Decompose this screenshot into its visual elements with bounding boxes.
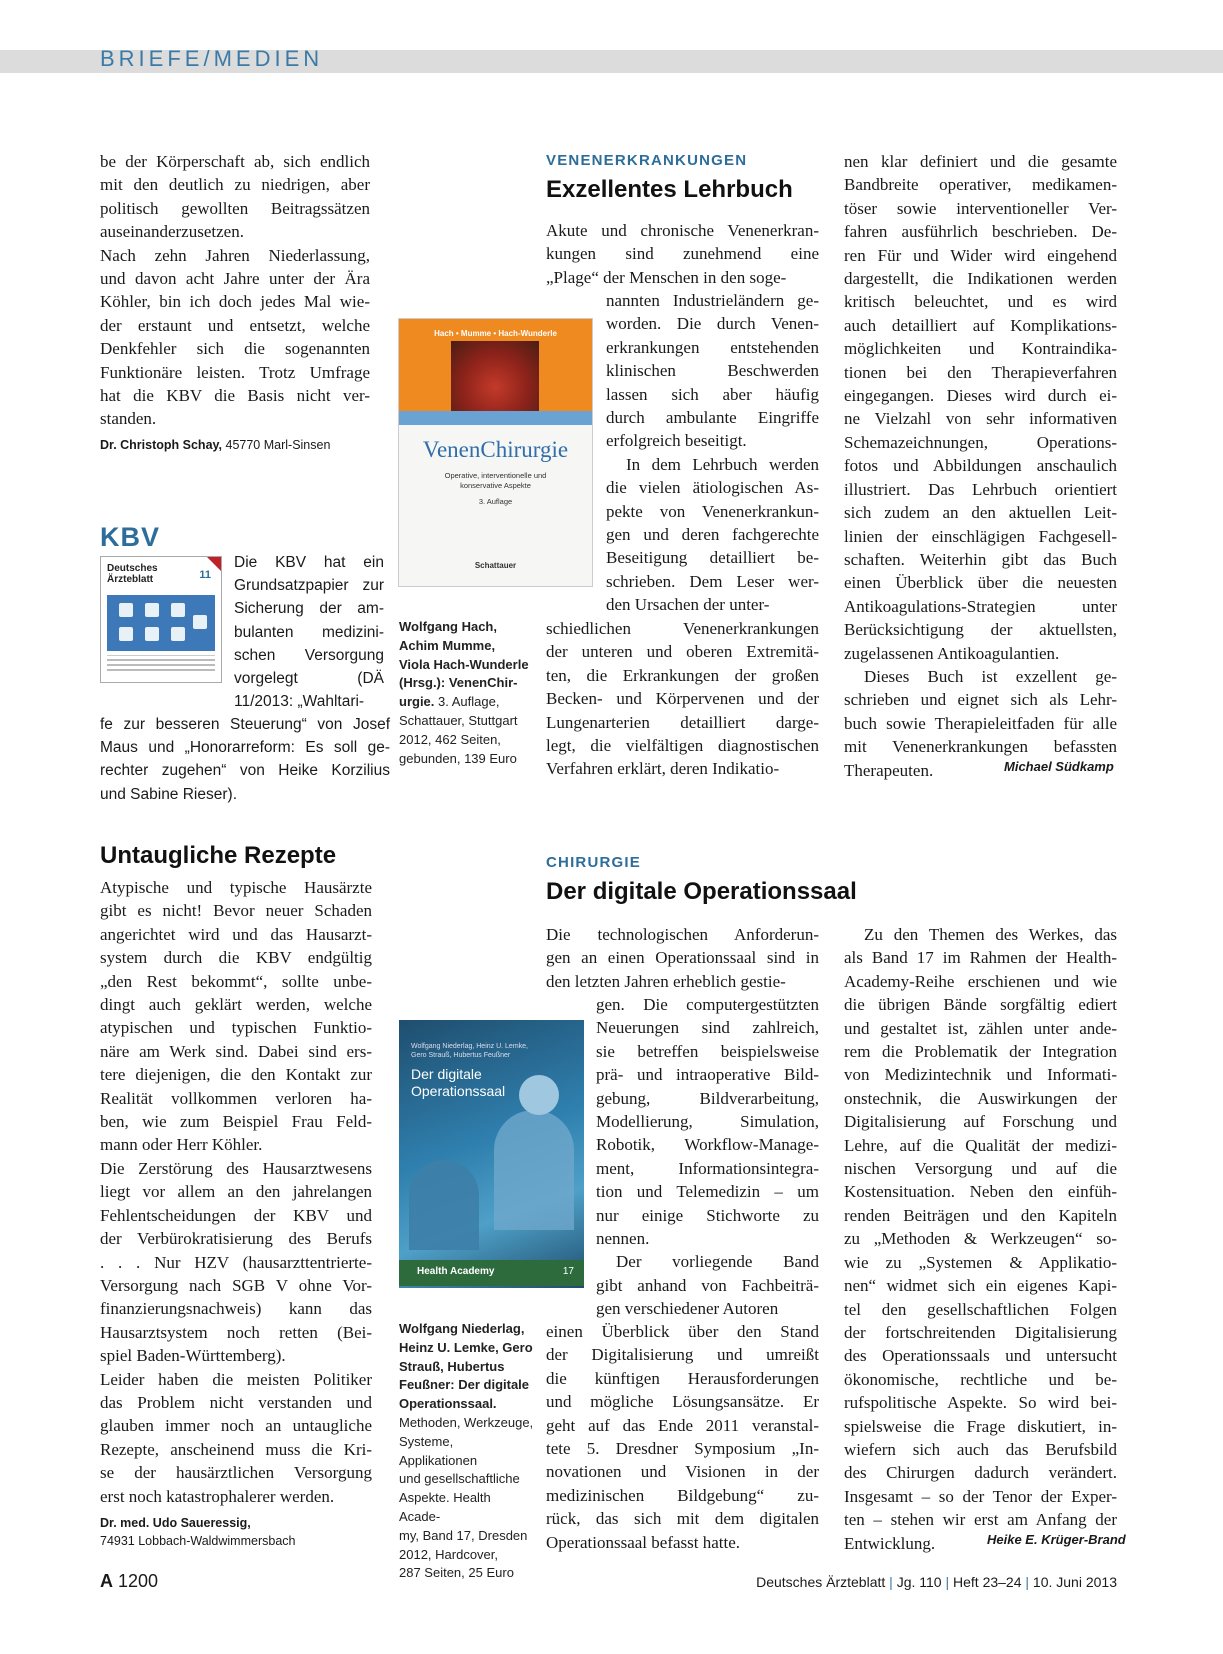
- kbv-text-right: [234, 551, 384, 713]
- text-line: ren Für und Wider wird eingehend: [844, 245, 1117, 265]
- app-icon: [145, 603, 159, 617]
- text-line: In dem Lehrbuch werden: [626, 454, 819, 474]
- text-line: schaften. Weiterhin gibt das Buch: [844, 549, 1117, 569]
- caption-line: Schattauer, Stuttgart: [399, 712, 518, 728]
- text-line: legt, die vielfältigen diagnostischen: [546, 736, 819, 756]
- cover-orange-band: [399, 319, 592, 411]
- text-line: Nach zehn Jahren Niederlassung,: [100, 245, 370, 265]
- text-line: sie betreffen beispielsweise: [596, 1041, 819, 1061]
- app-icon: [119, 603, 133, 617]
- text-line: ökonomische, rechtliche und be-: [844, 1369, 1117, 1389]
- text-line: möglichkeiten und Kontraindika-: [844, 339, 1117, 359]
- book-cover-venenchirurgie: [398, 318, 593, 587]
- text-line: Rezepte, anscheinend muss die Kri-: [100, 1439, 372, 1459]
- text-line: und mögliche Lösungsansätze. Er: [546, 1392, 819, 1412]
- text-line: von Medizintechnik und Informati-: [844, 1065, 1117, 1085]
- cover-subtitle: [399, 471, 592, 491]
- text-line: Leider haben die meisten Politiker: [100, 1369, 372, 1389]
- text-line: 11/2013: „Wahltari-: [234, 693, 365, 711]
- text-line: onstechnik, die Auswirkungen der: [844, 1088, 1117, 1108]
- cover-title-line2: Operationssaal: [411, 1083, 506, 1099]
- text-line: fe zur besseren Steuerung“ von Josef: [100, 716, 390, 733]
- caption-line: [399, 1339, 534, 1358]
- text-line: gen und deren fachgerechte: [606, 525, 819, 545]
- journal-volume: Jg. 110: [896, 1574, 942, 1590]
- review2-kicker: CHIRURGIE: [546, 854, 641, 871]
- letter1-signature: [100, 436, 380, 454]
- cover-publisher: Schattauer: [474, 561, 517, 570]
- caption-line: 2012, 462 Seiten,: [399, 731, 501, 747]
- caption-bold: Wolfgang Hach,: [399, 619, 497, 634]
- cover-authors: [411, 1042, 528, 1060]
- text-line: des Chirurgen dadurch verändert.: [844, 1463, 1117, 1483]
- text-line: Die technologischen Anforderun-: [546, 925, 819, 944]
- caption-bold: Viola Hach-Wunderle: [399, 656, 529, 672]
- text-line: Lungenarterien detailliert darge-: [546, 712, 819, 732]
- text-line: wiefern sich auch das Berufsbild: [844, 1439, 1117, 1459]
- text-line: gen an einen Operationssaal sind in: [546, 948, 819, 968]
- magazine-footer-lines: [107, 655, 215, 674]
- text-line: schen Versorgung: [234, 646, 384, 664]
- text-line: Beseitigung detailliert be-: [606, 548, 819, 568]
- text-line: näre am Werk sind. Dabei sind ers-: [100, 1041, 372, 1061]
- book-caption-digitale-operationssaal: [399, 1320, 534, 1583]
- text-line: gibt es nicht! Bevor neuer Schaden: [100, 901, 372, 921]
- cover-title: VenenChirurgie: [422, 437, 569, 462]
- text-line: Insgesamt – so der Tenor der Exper-: [844, 1486, 1117, 1506]
- letter2-location: 74931 Lobbach-Waldwimmersbach: [100, 1534, 296, 1548]
- text-line: spielsweise die Frage diskutiert, in-: [844, 1416, 1117, 1436]
- text-line: Therapeuten.: [844, 760, 934, 780]
- text-line: Verfahren erklärt, deren Indikatio-: [546, 759, 780, 779]
- caption-line: Aspekte. Health Acade-: [399, 1490, 491, 1524]
- text-line: klinischen Beschwerden: [606, 361, 819, 381]
- text-line: und davon acht Jahre unter der Ära: [100, 269, 370, 289]
- text-line: ment, Informationsintegra-: [596, 1158, 819, 1178]
- app-icon: [119, 627, 133, 641]
- text-line: rufspolitische Aspekte. So wird bei-: [844, 1393, 1117, 1413]
- review1-kicker: VENENERKRANKUNGEN: [546, 152, 748, 169]
- letter2-title: Untaugliche Rezepte: [100, 842, 337, 869]
- text-line: spiel Baden-Württemberg).: [100, 1346, 286, 1366]
- text-line: liegt vor allem an den jahrelangen: [100, 1182, 372, 1202]
- text-line: Zu den Themen des Werkes, das: [864, 925, 1117, 944]
- text-line: se der hausärztlichen Versorgung: [100, 1463, 372, 1483]
- text-line: prä- und intraoperative Bild-: [596, 1065, 819, 1085]
- text-line: durch ambulante Eingriffe: [606, 408, 819, 428]
- cover-series-number: 17: [562, 1266, 574, 1277]
- text-line: der erstaunt und entsetzt, welche: [100, 315, 370, 335]
- letter1-body: [100, 150, 370, 431]
- caption-bold: urgie.: [399, 694, 435, 710]
- text-line: Berücksichtigung der aktuellsten,: [844, 620, 1117, 640]
- text-line: einen Überblick über die neuesten: [844, 573, 1117, 593]
- text-line: angerichtet wird und das Hausarzt-: [100, 924, 372, 944]
- text-line: Antikoagulations-Strategien unter: [844, 596, 1117, 616]
- text-line: gebung, Bildverarbeitung,: [596, 1088, 819, 1108]
- cover-blue-stripe: [399, 411, 592, 425]
- page-prefix: A: [100, 1571, 113, 1591]
- cover-edition: 3. Auflage: [478, 497, 513, 506]
- caption-bold: Feußner: Der digitale: [399, 1377, 530, 1393]
- text-line: der unteren und oberen Extremitä-: [546, 642, 819, 662]
- review1-title: Exzellentes Lehrbuch: [546, 176, 793, 203]
- text-line: Die KBV hat ein: [234, 554, 384, 571]
- kbv-text-full: [100, 713, 390, 806]
- caption-line: my, Band 17, Dresden: [399, 1527, 528, 1543]
- cover-figure: [494, 1110, 574, 1230]
- caption-line: [399, 656, 534, 675]
- letter2-signature: [100, 1514, 380, 1550]
- review2-col1-top: [546, 923, 819, 993]
- text-line: ten, die Erkrankungen der großen: [546, 665, 819, 685]
- text-line: schrieben. Dem Leser wer-: [606, 571, 819, 591]
- text-line: mit Venenerkrankungen befassten: [844, 737, 1117, 757]
- text-line: den letzten Jahren erheblich gestie-: [546, 971, 786, 991]
- caption-line: [399, 1358, 534, 1377]
- text-line: zugelassenen Antikoagulantien.: [844, 643, 1060, 663]
- text-line: vorgelegt (DÄ: [234, 670, 384, 688]
- text-line: system durch die KBV endgültig: [100, 948, 372, 968]
- review2-col1-bottom: [546, 1320, 819, 1554]
- cover-figure-head: [519, 1075, 559, 1115]
- text-line: töser sowie interventioneller Ver-: [844, 198, 1117, 218]
- text-line: Maus und „Honorarreform: Es soll ge-: [100, 739, 390, 757]
- cover-series: Health Academy: [417, 1266, 495, 1277]
- letter2-author: Dr. med. Udo Saueressig,: [100, 1516, 251, 1530]
- text-line: Schemazeichnungen, Operations-: [844, 432, 1117, 452]
- text-line: die vielen ätiologischen As-: [606, 478, 819, 498]
- text-line: bulanten medizini-: [234, 623, 384, 641]
- caption-line: 287 Seiten, 25 Euro: [399, 1565, 514, 1581]
- text-line: nen klar definiert und die gesamte: [844, 152, 1117, 171]
- section-title: BRIEFE/MEDIEN: [100, 46, 324, 71]
- caption-plain: 3. Auflage,: [434, 694, 500, 710]
- text-line: hat die KBV die Basis nicht ver-: [100, 386, 370, 406]
- text-line: Der vorliegende Band: [616, 1252, 819, 1272]
- cover-title-line1: Der digitale: [411, 1066, 482, 1082]
- text-line: atypischen und typischen Funktio-: [100, 1018, 372, 1038]
- text-line: rem die Problematik der Integration: [844, 1042, 1117, 1062]
- text-line: nannten Industrieländern ge-: [606, 291, 819, 310]
- text-line: Bandbreite operativer, medikamen-: [844, 175, 1117, 195]
- magazine-cover-image: [107, 595, 215, 651]
- text-line: die künftigen Herausforderungen: [546, 1368, 819, 1388]
- text-line: novationen und Visionen in der: [546, 1462, 819, 1482]
- text-line: tionen bei den Therapieverfahren: [844, 362, 1117, 382]
- app-icon: [145, 627, 159, 641]
- text-line: gibt anhand von Fachbeiträ-: [596, 1275, 819, 1295]
- text-line: Realität vollkommen verloren ha-: [100, 1088, 372, 1108]
- text-line: gen. Die computergestützten: [596, 995, 819, 1014]
- text-line: fotos und Abbildungen anschaulich: [844, 456, 1117, 476]
- magazine-issue: 11: [199, 569, 211, 581]
- caption-line: [399, 674, 534, 693]
- kbv-heading: KBV: [100, 522, 161, 552]
- text-line: Entwicklung.: [844, 1533, 936, 1553]
- review2-col2: [844, 923, 1117, 1555]
- review1-col1-narrow: [606, 289, 819, 617]
- text-line: pekte von Venenerkrankun-: [606, 501, 819, 521]
- text-line: politisch gewollten Beitragssätzen: [100, 198, 370, 218]
- review1-col1-bottom: [546, 617, 819, 781]
- text-line: schiedlichen Venenerkrankungen: [546, 619, 819, 638]
- text-line: Versorgung nach SGB V ohne Vor-: [100, 1275, 372, 1295]
- page-number: [100, 1571, 158, 1592]
- text-line: finanzierungsnachweis) kann das: [100, 1299, 372, 1319]
- review2-title: Der digitale Operationssaal: [546, 878, 857, 905]
- text-line: der Verbürokratisierung des Berufs: [100, 1229, 372, 1249]
- text-line: Modellierung, Simulation,: [596, 1112, 819, 1132]
- text-line: Neuerungen sind zahlreich,: [596, 1018, 819, 1038]
- cover-authors-line1: Wolfgang Niederlag, Heinz U. Lemke,: [411, 1043, 528, 1050]
- text-line: Robotik, Workflow-Manage-: [596, 1135, 819, 1155]
- text-line: schrieben und eignet sich als Lehr-: [844, 690, 1117, 710]
- text-line: Dieses Buch ist exzellent ge-: [864, 666, 1117, 686]
- journal-issue: Heft 23–24: [953, 1574, 1022, 1590]
- text-line: nur einige Stichworte zu: [596, 1205, 819, 1225]
- text-line: ten – stehen wir erst am Anfang der: [844, 1510, 1117, 1530]
- caption-line: [399, 637, 534, 656]
- text-line: tel den gesellschaftlichen Folgen: [844, 1299, 1117, 1319]
- text-line: dargestellt, die Indikationen werden: [844, 269, 1117, 289]
- text-line: Atypische und typische Hausärzte: [100, 878, 372, 897]
- text-line: Funktionäre leisten. Trotz Umfrage: [100, 362, 370, 382]
- journal-name: Deutsches Ärzteblatt: [756, 1574, 886, 1590]
- text-line: der Digitalisierung und umreißt: [546, 1345, 819, 1365]
- letter1-location: 45770 Marl-Sinsen: [222, 438, 331, 452]
- text-line: wie zu „Systemen & Applikatio-: [844, 1252, 1117, 1272]
- text-line: sich zudem an den aktuellen Leit-: [844, 503, 1117, 523]
- review2-author: Heike E. Krüger-Brand: [987, 1532, 1126, 1547]
- text-line: tion und Telemedizin – um: [596, 1182, 819, 1202]
- review1-author: Michael Südkamp: [1004, 759, 1114, 774]
- caption-line: [399, 1376, 534, 1395]
- text-line: fahren ausführlich beschrieben. De-: [844, 222, 1117, 242]
- letter2-body: [100, 876, 372, 1508]
- magazine-title: [107, 563, 158, 585]
- caption-line: 2012, Hardcover,: [399, 1546, 499, 1562]
- caption-bold: (Hrsg.): VenenChir-: [399, 675, 518, 691]
- cover-authors: Hach • Mumme • Hach-Wunderle: [434, 329, 557, 338]
- text-line: renden Beiträgen und den Kapiteln: [844, 1205, 1117, 1225]
- text-line: den Ursachen der unter-: [606, 595, 770, 615]
- caption-line: Systeme, Applikationen: [399, 1433, 478, 1468]
- text-line: Hausarztsystem noch retten (Bei-: [100, 1322, 372, 1342]
- caption-bold: Heinz U. Lemke, Gero: [399, 1339, 533, 1355]
- text-line: das Problem nicht verstanden und: [100, 1392, 372, 1412]
- text-line: Digitalisierung auf Forschung und: [844, 1112, 1117, 1132]
- text-line: erst noch katastrophalerer werden.: [100, 1486, 335, 1506]
- app-icon: [193, 615, 207, 629]
- review1-col2: [844, 150, 1117, 782]
- text-line: medizinischen Bildgebung“ zu-: [546, 1485, 819, 1505]
- cover-figure: [409, 1160, 479, 1250]
- separator: |: [889, 1574, 893, 1590]
- text-line: Denkfehler sich die sogenannten: [100, 339, 370, 359]
- caption-line: gebunden, 139 Euro: [399, 750, 517, 766]
- review1-col1-top: [546, 219, 819, 289]
- text-line: Akute und chronische Venenerkran-: [546, 221, 819, 240]
- text-line: einen Überblick über den Stand: [546, 1322, 819, 1341]
- caption-bold: Operationssaal.: [399, 1396, 497, 1412]
- journal-info: [756, 1574, 1117, 1590]
- text-line: dingt auch geklärt werden, welche: [100, 995, 372, 1015]
- text-line: Operationssaal befasst hatte.: [546, 1532, 741, 1552]
- text-line: linien der einschlägigen Fachgesell-: [844, 526, 1117, 546]
- letter1-author: Dr. Christoph Schay,: [100, 438, 223, 452]
- journal-date: 10. Juni 2013: [1032, 1574, 1117, 1590]
- text-line: „den Rest bekommt“, sollte unbe-: [100, 971, 372, 991]
- text-line: erkrankungen entstehenden: [606, 337, 819, 357]
- text-line: auseinanderzusetzen.: [100, 222, 244, 242]
- text-line: kungen sind zunehmend eine: [546, 244, 819, 264]
- text-line: der fortschreitenden Digitalisierung: [844, 1322, 1117, 1342]
- text-line: nischen Versorgung und auf die: [844, 1159, 1117, 1179]
- text-line: worden. Die durch Venen-: [606, 314, 819, 334]
- text-line: Köhler, bin ich doch jedes Mal wie-: [100, 292, 370, 312]
- app-icon: [171, 603, 185, 617]
- caption-bold: Wolfgang Niederlag,: [399, 1321, 525, 1336]
- text-line: Die Zerstörung des Hausarztwesens: [100, 1158, 372, 1178]
- review2-col1-narrow: [596, 993, 819, 1321]
- caption-line: [399, 1320, 534, 1339]
- text-line: als Band 17 im Rahmen der Health-: [844, 948, 1117, 968]
- text-line: auch detailliert auf Komplikations-: [844, 315, 1117, 335]
- text-line: be der Körperschaft ab, sich endlich: [100, 152, 370, 171]
- text-line: ben, wie zum Beispiel Frau Feld-: [100, 1112, 372, 1132]
- text-line: mann oder Herr Köhler.: [100, 1135, 263, 1155]
- text-line: tere diejenigen, die den Kontakt zur: [100, 1065, 372, 1085]
- text-line: Lehre, auf die Qualität der medizi-: [844, 1135, 1117, 1155]
- magazine-cover-thumbnail: [100, 556, 222, 683]
- caption-line: [399, 693, 534, 712]
- cover-authors-line2: Gero Strauß, Hubertus Feußner: [411, 1052, 511, 1059]
- text-line: und gestaltet ist, zählen unter ande-: [844, 1018, 1117, 1038]
- text-line: . . . Nur HZV (hausarzttentrierte-: [100, 1252, 372, 1272]
- text-line: mit den deutlich zu niedrigen, aber: [100, 175, 370, 195]
- caption-bold: Strauß, Hubertus: [399, 1358, 505, 1374]
- text-line: Kostensituation. Neben den einfüh-: [844, 1182, 1117, 1202]
- text-line: ne Vielzahl von sehr informativen: [844, 409, 1117, 429]
- caption-line: und gesellschaftliche: [399, 1471, 520, 1487]
- text-line: Sicherung der am-: [234, 600, 384, 618]
- text-line: des Operationssaals und untersucht: [844, 1346, 1117, 1366]
- magazine-title-line2: Ärzteblatt: [107, 574, 154, 585]
- text-line: glauben immer noch an untaugliche: [100, 1416, 372, 1436]
- app-icon: [171, 627, 185, 641]
- text-line: nennen.: [596, 1229, 650, 1249]
- text-line: rück, das sich mit dem digitalen: [546, 1509, 819, 1529]
- text-line: tete 5. Dresdner Symposium „In-: [546, 1439, 819, 1459]
- magazine-title-line1: Deutsches: [107, 563, 158, 574]
- caption-bold: Achim Mumme,: [399, 637, 496, 653]
- text-line: kritisch beleuchtet, und es wird: [844, 292, 1117, 312]
- text-line: Academy-Reihe erschienen und wie: [844, 971, 1117, 991]
- text-line: lassen sich aber häufig: [606, 384, 819, 404]
- book-cover-digitale-operationssaal: [399, 1020, 584, 1288]
- page-number-value: 1200: [118, 1571, 159, 1591]
- text-line: illustriert. Das Lehrbuch orientiert: [844, 479, 1117, 499]
- caption-line: [399, 618, 534, 637]
- text-line: Grundsatzpapier zur: [234, 577, 384, 595]
- text-line: geht auf das Ende 2011 veranstal-: [546, 1415, 819, 1435]
- text-line: eingegangen. Dieses wird durch ei-: [844, 386, 1117, 406]
- text-line: erfolgreich beseitigt.: [606, 431, 747, 451]
- cover-subtitle-line1: Operative, interventionelle und: [444, 471, 547, 480]
- caption-line: [399, 1395, 534, 1414]
- caption-line: Methoden, Werkzeuge,: [399, 1414, 534, 1430]
- text-line: rechter zugehen“ von Heike Korzilius: [100, 762, 390, 780]
- text-line: standen.: [100, 409, 157, 429]
- text-line: buch sowie Therapieleitfaden für alle: [844, 713, 1117, 733]
- text-line: zu „Methoden & Werkzeugen“ so-: [844, 1229, 1117, 1249]
- text-line: nen“ widmet sich ein eigenes Kapi-: [844, 1276, 1117, 1296]
- text-line: gen verschiedener Autoren: [596, 1299, 779, 1319]
- cover-subtitle-line2: konservative Aspekte: [460, 481, 531, 490]
- text-line: Fehlentscheidungen der KBV und: [100, 1205, 372, 1225]
- text-line: Becken- und Körpervenen und der: [546, 689, 819, 709]
- text-line: und Sabine Rieser).: [100, 785, 237, 803]
- separator: |: [1025, 1574, 1030, 1590]
- separator: |: [945, 1574, 950, 1590]
- text-line: „Plage“ der Menschen in den soge-: [546, 267, 787, 287]
- text-line: die übrigen Bände sorgfältig ediert: [844, 995, 1117, 1015]
- book-caption-venenchirurgie: [399, 618, 534, 768]
- cover-title: [411, 1066, 505, 1100]
